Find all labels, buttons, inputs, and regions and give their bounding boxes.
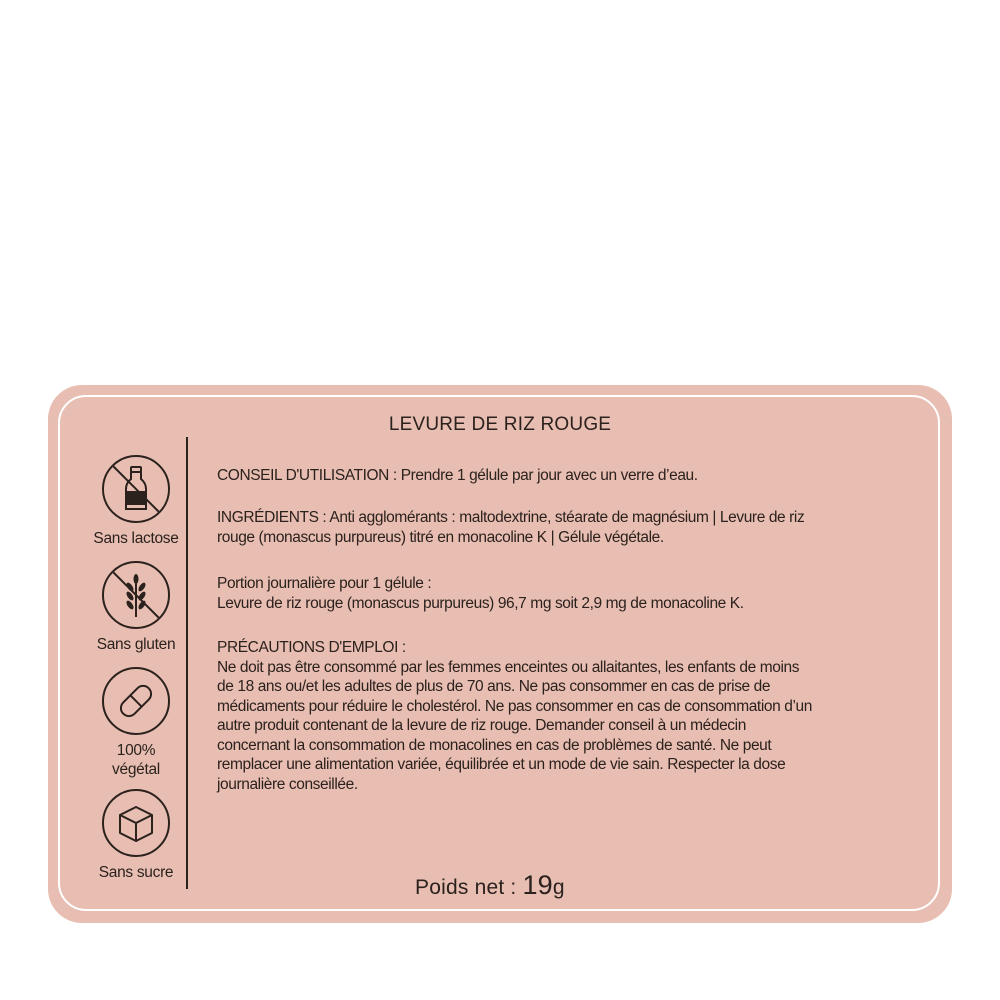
precautions-line: concernant la consommation de monacolines en cas de problèmes de santé. Ne peut xyxy=(217,736,772,754)
badge-sans-lactose xyxy=(86,455,186,548)
portion-text: Levure de riz rouge (monascus purpureus) 96,7 mg soit 2,9 mg de monacoline K. xyxy=(217,594,744,612)
wheat-crossed-icon xyxy=(102,561,170,629)
capsule-icon xyxy=(102,667,170,735)
bottle-crossed-icon xyxy=(102,455,170,523)
ingredients-heading: INGRÉDIENTS : xyxy=(217,509,327,526)
badge-label-line1: 100% xyxy=(116,742,156,759)
product-title: LEVURE DE RIZ ROUGE xyxy=(388,414,612,435)
badge-sans-sucre xyxy=(86,789,186,882)
precautions-line: médicaments pour réduire le cholestérol. Ne pas consommer en cas de consommation d’un xyxy=(217,697,812,715)
precautions-heading: PRÉCAUTIONS D'EMPLOI : xyxy=(217,639,406,656)
precautions-line: journalière conseillée. xyxy=(217,775,358,793)
net-weight xyxy=(415,870,565,901)
precautions-line: autre produit contenant de la levure de riz rouge. Demander conseil à un médecin xyxy=(217,717,746,734)
precautions-line: remplacer une alimentation variée, équilibrée et un mode de vie sain. Respecter la dose xyxy=(217,756,786,773)
portion-heading: Portion journalière pour 1 gélule : xyxy=(217,575,432,592)
precautions-line: de 18 ans ou/et les adultes de plus de 70 ans. Ne pas consommer en cas de prise de xyxy=(217,678,771,695)
badge-sans-gluten xyxy=(86,561,186,654)
ingredients-section xyxy=(217,508,927,547)
badge-label: Sans gluten xyxy=(96,636,176,653)
sugar-cube-icon xyxy=(102,789,170,857)
badge-label: Sans lactose xyxy=(93,530,179,547)
usage-heading: CONSEIL D'UTILISATION : xyxy=(217,467,397,484)
ingredients-text-line2: rouge (monascus purpureus) titré en monacoline K | Gélule végétale. xyxy=(217,528,664,546)
precautions-section xyxy=(217,638,927,794)
usage-section xyxy=(217,466,927,486)
column-divider xyxy=(186,437,188,889)
net-weight-unit: g xyxy=(552,876,565,899)
badge-100-vegetal xyxy=(86,667,186,779)
ingredients-text-line1: Anti agglomérants : maltodextrine, stéarate de magnésium | Levure de riz xyxy=(326,509,805,526)
net-weight-label: Poids net : xyxy=(415,876,523,899)
precautions-line: Ne doit pas être consommé par les femmes enceintes ou allaitantes, les enfants de moins xyxy=(217,658,800,676)
badge-label: Sans sucre xyxy=(98,864,174,881)
portion-section xyxy=(217,574,927,613)
usage-text: Prendre 1 gélule par jour avec un verre d’eau. xyxy=(396,467,698,484)
badge-label-line2: végétal xyxy=(112,761,160,778)
net-weight-value: 19 xyxy=(522,870,553,900)
